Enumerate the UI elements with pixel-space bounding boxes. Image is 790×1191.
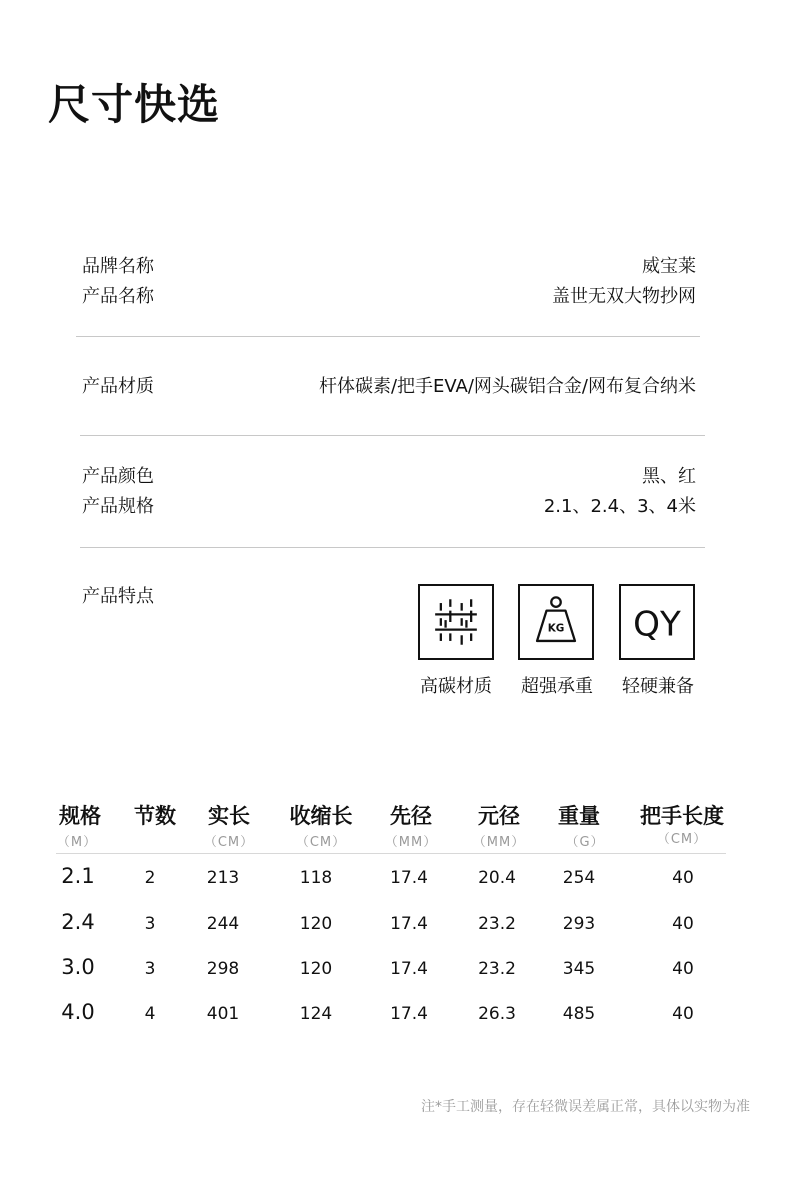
table-cell: 293: [562, 914, 596, 934]
table-cell: 485: [562, 1004, 596, 1024]
table-unit: （MM）: [472, 835, 526, 850]
footnote: 注*手工测量，存在轻微误差属正常，具体以实物为准: [421, 1099, 750, 1115]
product-name-label: 产品名称: [82, 286, 154, 307]
table-cell: 20.4: [478, 868, 516, 888]
color-value: 黑、红: [642, 466, 696, 487]
table-cell: 40: [672, 914, 694, 934]
page-title: 尺寸快选: [48, 80, 221, 129]
svg-text:KG: KG: [547, 622, 565, 635]
table-row-spec: 3.0: [61, 955, 95, 979]
table-cell: 254: [562, 868, 596, 888]
table-cell: 120: [299, 914, 333, 934]
table-unit: （MM）: [384, 835, 438, 850]
table-row-spec: 2.4: [61, 910, 95, 934]
table-unit: （CM）: [656, 832, 708, 847]
product-name-value: 盖世无双大物抄网: [552, 286, 696, 307]
table-cell: 40: [672, 959, 694, 979]
table-header: 重量: [558, 804, 600, 828]
table-cell: 17.4: [390, 868, 428, 888]
table-cell: 23.2: [478, 914, 516, 934]
feature-item-label: 轻硬兼备: [622, 676, 694, 697]
table-cell: 17.4: [390, 1004, 428, 1024]
table-cell: 2: [144, 868, 156, 888]
table-cell: 17.4: [390, 914, 428, 934]
feature-item-label: 高碳材质: [420, 676, 492, 697]
table-unit: （CM）: [295, 835, 347, 850]
table-cell: 23.2: [478, 959, 516, 979]
carbon-weave-icon: [418, 584, 494, 660]
table-cell: 3: [144, 914, 156, 934]
feature-label: 产品特点: [82, 586, 154, 607]
table-unit: （CM）: [203, 835, 255, 850]
table-header: 实长: [208, 804, 250, 828]
table-unit: （G）: [565, 835, 605, 850]
kg-weight-icon: [518, 584, 594, 660]
table-header: 把手长度: [640, 804, 724, 828]
table-cell: 298: [206, 959, 240, 979]
table-header: 先径: [390, 804, 432, 828]
material-value: 杆体碳素/把手EVA/网头碳铝合金/网布复合纳米: [318, 376, 696, 397]
table-cell: 4: [144, 1004, 156, 1024]
table-cell: 40: [672, 868, 694, 888]
divider: [80, 547, 705, 548]
table-header: 元径: [478, 804, 520, 828]
table-cell: 26.3: [478, 1004, 516, 1024]
table-cell: 345: [562, 959, 596, 979]
svg-text:QY: QY: [633, 604, 681, 645]
table-cell: 401: [206, 1004, 240, 1024]
divider: [80, 435, 705, 436]
table-unit: （M）: [56, 835, 98, 850]
table-cell: 17.4: [390, 959, 428, 979]
table-cell: 118: [299, 868, 333, 888]
table-divider: [56, 853, 726, 854]
divider: [76, 336, 700, 337]
table-cell: 120: [299, 959, 333, 979]
feature-item-label: 超强承重: [521, 676, 593, 697]
table-row-spec: 4.0: [61, 1000, 95, 1024]
table-cell: 213: [206, 868, 240, 888]
table-row-spec: 2.1: [61, 864, 95, 888]
qy-logo-icon: [619, 584, 695, 660]
brand-value: 威宝莱: [642, 256, 696, 277]
size-label: 产品规格: [82, 496, 154, 517]
table-header: 收缩长: [289, 804, 353, 828]
material-label: 产品材质: [82, 376, 154, 397]
brand-label: 品牌名称: [82, 256, 154, 277]
table-cell: 244: [206, 914, 240, 934]
table-cell: 40: [672, 1004, 694, 1024]
table-cell: 124: [299, 1004, 333, 1024]
size-value: 2.1、2.4、3、4米: [543, 496, 696, 517]
color-label: 产品颜色: [82, 466, 154, 487]
table-cell: 3: [144, 959, 156, 979]
table-header: 节数: [134, 804, 176, 828]
table-header: 规格: [59, 804, 101, 828]
